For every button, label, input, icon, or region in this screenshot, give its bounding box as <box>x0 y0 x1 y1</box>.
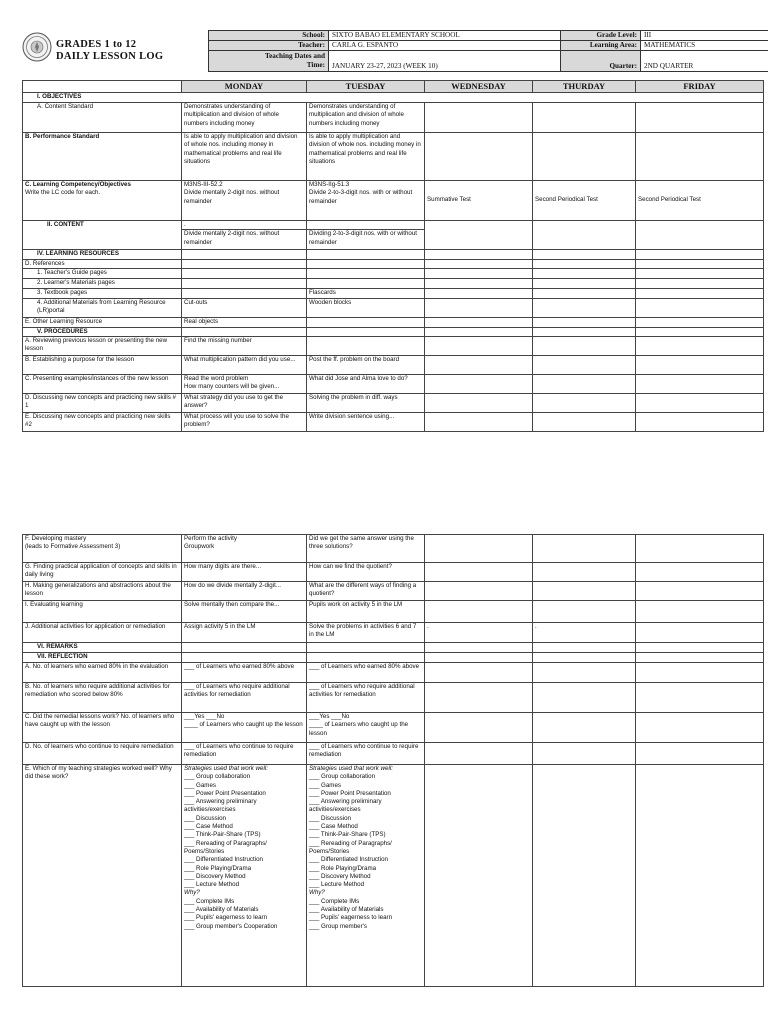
cell-competency-fri: Second Periodical Test <box>636 181 764 221</box>
row-learners-materials: 2. Learner's Materials pages <box>23 278 182 288</box>
dates-value: JANUARY 23-27, 2023 (WEEK 10) <box>329 51 561 72</box>
school-value: SIXTO BABAO ELEMENTARY SCHOOL <box>329 31 561 41</box>
cell-proc-c-mon: Read the word problem How many counters will be given... <box>182 375 307 394</box>
cell-reflection-a-mon: ___ of Learners who earned 80% above <box>182 663 307 683</box>
deped-seal-icon <box>22 32 52 62</box>
cell-competency-mon: M3NS-III-52.2 Divide mentally 2-digit nos. without remainder <box>182 181 307 221</box>
grade-value: III <box>641 31 768 41</box>
row-other-resource: E. Other Learning Resource <box>23 317 182 327</box>
cell-proc-b-tue: Post the ff. problem on the board <box>307 356 425 375</box>
competency-sub: Write the LC code for each. <box>25 189 101 197</box>
page-separator <box>0 490 768 532</box>
cell-proc-h-mon: How do we divide mentally 2-digit... <box>182 582 307 601</box>
row-reflection-b: B. No. of learners who require additional activities for remediation who scored below 80% <box>23 683 182 713</box>
cell-competency-thu: Second Periodical Test <box>533 181 636 221</box>
cell-strategies-tue <box>307 765 425 987</box>
teacher-value: CARLA G. ESPANTO <box>329 41 561 51</box>
row-proc-a: A. Reviewing previous lesson or presenting the new lesson <box>23 337 182 356</box>
row-proc-f: F. Developing mastery (leads to Formative Assessment 3) <box>23 535 182 563</box>
row-textbook: 3. Textbook pages <box>23 288 182 298</box>
cell-proc-f-mon: Perform the activity Groupwork <box>182 535 307 563</box>
page-2 <box>0 532 768 1024</box>
page-1 <box>0 0 768 490</box>
cell-content-mon-top: . <box>182 221 307 230</box>
day-friday: FRIDAY <box>636 81 764 93</box>
row-proc-i: I. Evaluating learning <box>23 601 182 623</box>
log-title-daily: DAILY LESSON LOG <box>56 51 164 62</box>
lesson-log-table-page2 <box>22 534 764 987</box>
cell-strategies-mon <box>182 765 307 987</box>
cell-other-mon: Real objects <box>182 317 307 327</box>
cell-reflection-a-tue: ___ of Learners who earned 80% above <box>307 663 425 683</box>
cell-proc-d-mon: What strategy did you use to get the answer? <box>182 394 307 413</box>
day-monday: MONDAY <box>182 81 307 93</box>
area-value: MATHEMATICS <box>641 41 768 51</box>
row-additional-materials: 4. Additional Materials from Learning Resource (LR)portal <box>23 298 182 317</box>
row-reflection-e: E. Which of my teaching strategies worked well? Why did these work? <box>23 765 182 987</box>
cell-proc-g-tue: How can we find the quotient? <box>307 563 425 582</box>
cell-reflection-b-tue: ___ of Learners who require additional activities for remediation <box>307 683 425 713</box>
cell-content-standard-tue: Demonstrates understanding of multiplication and division of whole numbers including money <box>307 103 425 133</box>
why-list-tue: ___ Complete IMs ___ Availability of Materials ___ Pupils' eagerness to learn ___ Group member's <box>309 897 393 930</box>
row-references: D. References <box>23 259 182 268</box>
row-proc-j: J. Additional activities for application or remediation <box>23 623 182 643</box>
cell-reflection-c-tue: ___Yes ___No ____ of Learners who caught up the lesson <box>307 713 425 743</box>
cell-proc-h-tue: What are the different ways of finding a quotient? <box>307 582 425 601</box>
cell-reflection-c-mon: ___Yes ___No ____ of Learners who caught up the lesson <box>182 713 307 743</box>
why-label-tue: Why? <box>309 889 325 897</box>
strategies-heading-tue: Strategies used that work well: <box>309 765 393 772</box>
cell-performance-mon: Is able to apply multiplication and division of whole nos. including money in mathematical problems and real life situations <box>182 133 307 181</box>
row-proc-h: H. Making generalizations and abstractions about the lesson <box>23 582 182 601</box>
cell-proc-i-mon: Solve mentally then compare the... <box>182 601 307 623</box>
row-reflection-a: A. No. of learners who earned 80% in the evaluation <box>23 663 182 683</box>
day-tuesday: TUESDAY <box>307 81 425 93</box>
cell-competency-tue: M3NS-IIg-51.3 Divide 2-to-3-digit nos. with or without remainder <box>307 181 425 221</box>
cell-reflection-d-mon: ___ of Learners who continue to require remediation <box>182 743 307 765</box>
cell-performance-tue: Is able to apply multiplication and division of whole nos. including money in mathematical problems and real life situations <box>307 133 425 181</box>
row-content-standard: A. Content Standard <box>23 103 182 133</box>
row-proc-g: G. Finding practical application of concepts and skills in daily living <box>23 563 182 582</box>
cell-proc-f-tue: Did we get the same answer using the three solutions? <box>307 535 425 563</box>
cell-content-standard-mon: Demonstrates understanding of multiplication and division of whole numbers including money <box>182 103 307 133</box>
section-objectives: I. OBJECTIVES <box>23 93 764 103</box>
cell-proc-b-mon: What multiplication pattern did you use... <box>182 356 307 375</box>
cell-content-tue: Dividing 2-to-3-digit nos. with or without remainder <box>307 230 425 250</box>
row-reflection-d: D. No. of learners who continue to require remediation <box>23 743 182 765</box>
lesson-log-header <box>22 30 763 72</box>
cell-proc-g-mon: How many digits are there... <box>182 563 307 582</box>
row-reflection-c: C. Did the remedial lessons work? No. of learners who have caught up with the lesson <box>23 713 182 743</box>
cell-proc-d-tue: Solving the problem in diff. ways <box>307 394 425 413</box>
why-label-mon: Why? <box>184 889 200 897</box>
area-label: Learning Area: <box>561 41 641 51</box>
cell-additional-tue: Wooden blocks <box>307 298 425 317</box>
cell-content-mon: Divide mentally 2-digit nos. without remainder <box>182 230 307 250</box>
lesson-log-table-page1 <box>22 80 764 432</box>
why-list-mon: ___ Complete IMs ___ Availability of Materials ___ Pupils' eagerness to learn ___ Group member's Cooperation <box>184 897 278 930</box>
row-proc-e: E. Discussing new concepts and practicing new skills #2 <box>23 413 182 432</box>
section-procedures: V. PROCEDURES <box>23 327 182 336</box>
cell-proc-j-tue: Solve the problems in activities 6 and 7 in the LM <box>307 623 425 643</box>
competency-label: C. Learning Competency/Objectives <box>25 181 131 188</box>
day-wednesday: WEDNESDAY <box>425 81 533 93</box>
dates-label <box>209 51 329 72</box>
log-title-grades: GRADES 1 to 12 <box>56 39 137 50</box>
cell-proc-e-mon: What process will you use to solve the problem? <box>182 413 307 432</box>
cell-proc-e-tue: Write division sentence using... <box>307 413 425 432</box>
row-learning-resources: IV. LEARNING RESOURCES <box>23 250 182 259</box>
cell-additional-mon: Cut-outs <box>182 298 307 317</box>
cell-proc-i-tue: Pupils work on activity 5 in the LM <box>307 601 425 623</box>
cell-proc-j-wed: . <box>425 623 533 643</box>
quarter-value: 2ND QUARTER <box>641 51 768 72</box>
row-proc-c: C. Presenting examples/instances of the new lesson <box>23 375 182 394</box>
day-thursday: THURDAY <box>533 81 636 93</box>
row-performance-standard: B. Performance Standard <box>23 133 182 181</box>
header-info-table <box>208 30 768 72</box>
row-competency <box>23 181 182 221</box>
row-content: II. CONTENT <box>23 221 182 250</box>
strategies-list-tue: ___ Group collaboration ___ Games ___ Power Point Presentation ___ Answering preliminary activities/exercises ___ Discussion ___ Case Method ___ Think-Pair-Share (TPS) ___ Rereading of Paragraphs/ Poems/Stories ___ Differentiated Instruction ___ Role Playing/Drama ___ Discovery Method ___ Lecture Method <box>309 773 392 889</box>
cell-reflection-d-tue: ___ of Learners who continue to require remediation <box>307 743 425 765</box>
corner-cell <box>23 81 182 93</box>
section-remarks: VI. REMARKS <box>23 643 182 653</box>
cell-proc-c-tue: What did Jose and Alma love to do? <box>307 375 425 394</box>
cell-reflection-b-mon: ___ of Learners who require additional activities for remediation <box>182 683 307 713</box>
strategies-heading-mon: Strategies used that work well: <box>184 765 268 772</box>
cell-proc-a-mon: Find the missing number <box>182 337 307 356</box>
grade-label: Grade Level: <box>561 31 641 41</box>
cell-proc-j-thu: . <box>533 623 636 643</box>
cell-competency-wed: Summative Test <box>425 181 533 221</box>
row-proc-b: B. Establishing a purpose for the lesson <box>23 356 182 375</box>
school-label: School: <box>209 31 329 41</box>
cell-textbook-tue: Flascards <box>307 288 425 298</box>
dates-label-line1: Teaching Dates and <box>264 52 325 60</box>
row-proc-d: D. Discussing new concepts and practicing new skills # 1 <box>23 394 182 413</box>
row-teachers-guide: 1. Teacher's Guide pages <box>23 268 182 278</box>
strategies-list-mon: ___ Group collaboration ___ Games ___ Power Point Presentation ___ Answering preliminary activities/exercises ___ Discussion ___ Case Method ___ Think-Pair-Share (TPS) ___ Rereading of Paragraphs/ Poems/Stories ___ Differentiated Instruction ___ Role Playing/Drama ___ Discovery Method ___ Lecture Method <box>184 773 267 889</box>
dates-label-line2: Time: <box>306 61 325 69</box>
quarter-label: Quarter: <box>561 51 641 72</box>
teacher-label: Teacher: <box>209 41 329 51</box>
section-reflection: VII. REFLECTION <box>23 653 182 663</box>
cell-proc-j-mon: Assign activity 5 in the LM <box>182 623 307 643</box>
